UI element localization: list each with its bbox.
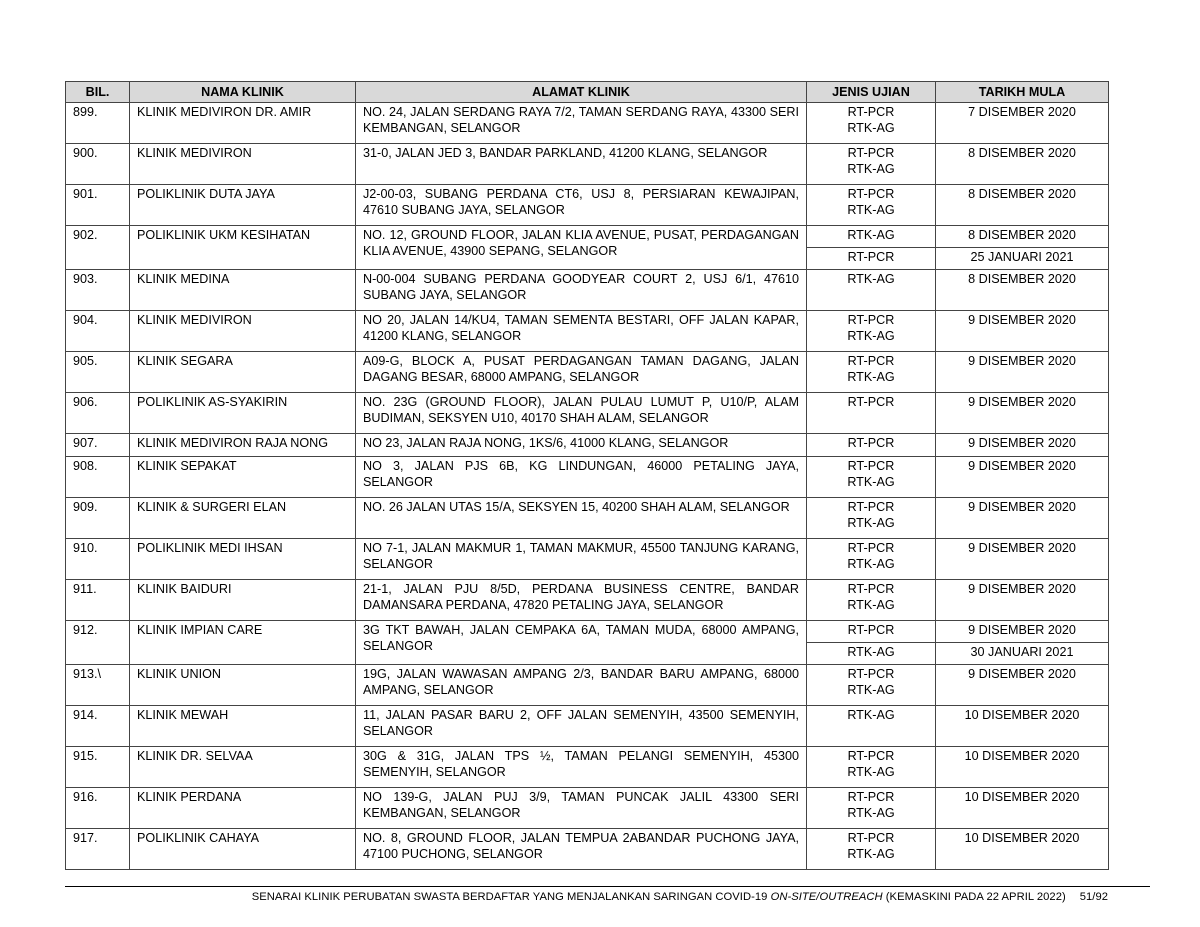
test-type: RT-PCR <box>847 146 895 160</box>
table-row <box>66 457 1109 498</box>
cell-tarikh-mula: 10 DISEMBER 2020 <box>936 829 1109 870</box>
test-type: RTK-AG <box>847 683 895 697</box>
footer-title: SENARAI KLINIK PERUBATAN SWASTA BERDAFTAR YANG MENJALANKAN SARINGAN COVID-19 ON-SITE/OUTREACH (KEMASKINI PADA 22 APRIL 2022) <box>251 891 1066 903</box>
test-type: RT-PCR <box>847 105 895 119</box>
cell-bil: 917. <box>66 829 130 870</box>
cell-nama-klinik: POLIKLINIK UKM KESIHATAN <box>130 226 356 270</box>
table-row <box>66 747 1109 788</box>
cell-bil: 908. <box>66 457 130 498</box>
cell-nama-klinik: KLINIK DR. SELVAA <box>130 747 356 788</box>
cell-alamat-klinik: NO 3, JALAN PJS 6B, KG LINDUNGAN, 46000 PETALING JAYA, SELANGOR <box>356 457 807 498</box>
cell-bil: 915. <box>66 747 130 788</box>
cell-alamat-klinik: N-00-004 SUBANG PERDANA GOODYEAR COURT 2, USJ 6/1, 47610 SUBANG JAYA, SELANGOR <box>356 270 807 311</box>
header-bil: BIL. <box>66 82 130 103</box>
test-type: RT-PCR <box>847 667 895 681</box>
cell-bil: 910. <box>66 539 130 580</box>
cell-tarikh-mula: 9 DISEMBER 2020 <box>936 434 1109 457</box>
cell-nama-klinik: KLINIK MEDIVIRON RAJA NONG <box>130 434 356 457</box>
cell-tarikh-mula: 8 DISEMBER 2020 <box>936 270 1109 311</box>
cell-nama-klinik: KLINIK & SURGERI ELAN <box>130 498 356 539</box>
cell-bil: 912. <box>66 621 130 665</box>
cell-jenis-ujian <box>807 829 936 870</box>
test-type: RTK-AG <box>847 598 895 612</box>
cell-nama-klinik: KLINIK MEDINA <box>130 270 356 311</box>
footer-divider <box>65 886 1150 887</box>
table-row <box>66 621 1109 643</box>
cell-tarikh-mula: 9 DISEMBER 2020 <box>936 311 1109 352</box>
cell-alamat-klinik: NO 23, JALAN RAJA NONG, 1KS/6, 41000 KLANG, SELANGOR <box>356 434 807 457</box>
table-header-row <box>66 82 1109 103</box>
cell-tarikh-mula: 10 DISEMBER 2020 <box>936 788 1109 829</box>
cell-jenis-ujian <box>807 185 936 226</box>
cell-bil: 914. <box>66 706 130 747</box>
cell-tarikh-mula: 10 DISEMBER 2020 <box>936 747 1109 788</box>
cell-bil: 909. <box>66 498 130 539</box>
test-type: RTK-AG <box>847 708 895 722</box>
test-type: RTK-AG <box>847 329 895 343</box>
table-row <box>66 788 1109 829</box>
cell-jenis-ujian <box>807 539 936 580</box>
cell-alamat-klinik: NO. 24, JALAN SERDANG RAYA 7/2, TAMAN SERDANG RAYA, 43300 SERI KEMBANGAN, SELANGOR <box>356 103 807 144</box>
cell-alamat-klinik: NO. 26 JALAN UTAS 15/A, SEKSYEN 15, 40200 SHAH ALAM, SELANGOR <box>356 498 807 539</box>
cell-jenis-ujian: RT-PCR <box>807 621 936 643</box>
cell-nama-klinik: KLINIK MEDIVIRON <box>130 311 356 352</box>
cell-alamat-klinik: 21-1, JALAN PJU 8/5D, PERDANA BUSINESS CENTRE, BANDAR DAMANSARA PERDANA, 47820 PETALING JAYA, SELANGOR <box>356 580 807 621</box>
cell-bil: 906. <box>66 393 130 434</box>
test-type: RTK-AG <box>847 121 895 135</box>
table-row <box>66 580 1109 621</box>
cell-alamat-klinik: NO 139-G, JALAN PUJ 3/9, TAMAN PUNCAK JALIL 43300 SERI KEMBANGAN, SELANGOR <box>356 788 807 829</box>
cell-jenis-ujian: RTK-AG <box>807 226 936 248</box>
cell-tarikh-mula: 8 DISEMBER 2020 <box>936 185 1109 226</box>
cell-alamat-klinik: NO 20, JALAN 14/KU4, TAMAN SEMENTA BESTARI, OFF JALAN KAPAR, 41200 KLANG, SELANGOR <box>356 311 807 352</box>
cell-tarikh-mula: 9 DISEMBER 2020 <box>936 665 1109 706</box>
cell-alamat-klinik: NO 7-1, JALAN MAKMUR 1, TAMAN MAKMUR, 45500 TANJUNG KARANG, SELANGOR <box>356 539 807 580</box>
table-row <box>66 144 1109 185</box>
cell-tarikh-mula: 9 DISEMBER 2020 <box>936 621 1109 643</box>
table-row <box>66 270 1109 311</box>
test-type: RTK-AG <box>847 272 895 286</box>
table-row <box>66 498 1109 539</box>
cell-nama-klinik: POLIKLINIK CAHAYA <box>130 829 356 870</box>
cell-nama-klinik: KLINIK SEPAKAT <box>130 457 356 498</box>
cell-bil: 913.\ <box>66 665 130 706</box>
cell-nama-klinik: POLIKLINIK DUTA JAYA <box>130 185 356 226</box>
cell-alamat-klinik: 11, JALAN PASAR BARU 2, OFF JALAN SEMENYIH, 43500 SEMENYIH, SELANGOR <box>356 706 807 747</box>
header-jenis-ujian: JENIS UJIAN <box>807 82 936 103</box>
cell-tarikh-mula: 9 DISEMBER 2020 <box>936 580 1109 621</box>
cell-tarikh-mula: 8 DISEMBER 2020 <box>936 144 1109 185</box>
cell-bil: 899. <box>66 103 130 144</box>
test-type: RTK-AG <box>847 765 895 779</box>
cell-bil: 900. <box>66 144 130 185</box>
cell-jenis-ujian <box>807 311 936 352</box>
table-row <box>66 706 1109 747</box>
cell-jenis-ujian <box>807 747 936 788</box>
cell-tarikh-mula: 10 DISEMBER 2020 <box>936 706 1109 747</box>
cell-alamat-klinik: 31-0, JALAN JED 3, BANDAR PARKLAND, 41200 KLANG, SELANGOR <box>356 144 807 185</box>
cell-bil: 905. <box>66 352 130 393</box>
cell-alamat-klinik: 19G, JALAN WAWASAN AMPANG 2/3, BANDAR BARU AMPANG, 68000 AMPANG, SELANGOR <box>356 665 807 706</box>
header-nama-klinik: NAMA KLINIK <box>130 82 356 103</box>
cell-bil: 901. <box>66 185 130 226</box>
test-type: RT-PCR <box>847 395 895 409</box>
test-type: RT-PCR <box>847 187 895 201</box>
table-row <box>66 311 1109 352</box>
page-footer <box>65 891 1108 903</box>
cell-jenis-ujian <box>807 498 936 539</box>
cell-jenis-ujian <box>807 103 936 144</box>
cell-tarikh-mula: 25 JANUARI 2021 <box>936 248 1109 270</box>
table-row <box>66 185 1109 226</box>
page-number: 51/92 <box>1079 891 1108 903</box>
cell-alamat-klinik: 30G & 31G, JALAN TPS ½, TAMAN PELANGI SEMENYIH, 45300 SEMENYIH, SELANGOR <box>356 747 807 788</box>
cell-tarikh-mula: 9 DISEMBER 2020 <box>936 539 1109 580</box>
cell-jenis-ujian <box>807 457 936 498</box>
test-type: RTK-AG <box>847 847 895 861</box>
test-type: RTK-AG <box>847 162 895 176</box>
clinic-table <box>65 81 1109 870</box>
table-row <box>66 393 1109 434</box>
cell-alamat-klinik: NO. 8, GROUND FLOOR, JALAN TEMPUA 2ABANDAR PUCHONG JAYA, 47100 PUCHONG, SELANGOR <box>356 829 807 870</box>
cell-nama-klinik: KLINIK BAIDURI <box>130 580 356 621</box>
cell-alamat-klinik: NO. 23G (GROUND FLOOR), JALAN PULAU LUMUT P, U10/P, ALAM BUDIMAN, SEKSYEN U10, 40170 SHAH ALAM, SELANGOR <box>356 393 807 434</box>
test-type: RT-PCR <box>847 500 895 514</box>
test-type: RTK-AG <box>847 557 895 571</box>
cell-nama-klinik: KLINIK PERDANA <box>130 788 356 829</box>
cell-nama-klinik: KLINIK MEWAH <box>130 706 356 747</box>
table-row <box>66 829 1109 870</box>
table-body <box>66 103 1109 870</box>
cell-alamat-klinik: 3G TKT BAWAH, JALAN CEMPAKA 6A, TAMAN MUDA, 68000 AMPANG, SELANGOR <box>356 621 807 665</box>
cell-nama-klinik: KLINIK MEDIVIRON <box>130 144 356 185</box>
test-type: RTK-AG <box>847 475 895 489</box>
cell-alamat-klinik: A09-G, BLOCK A, PUSAT PERDAGANGAN TAMAN DAGANG, JALAN DAGANG BESAR, 68000 AMPANG, SELANGOR <box>356 352 807 393</box>
cell-jenis-ujian <box>807 580 936 621</box>
cell-nama-klinik: POLIKLINIK AS-SYAKIRIN <box>130 393 356 434</box>
cell-bil: 916. <box>66 788 130 829</box>
test-type: RT-PCR <box>847 436 895 450</box>
footer-title-italic: ON-SITE/OUTREACH <box>770 891 883 903</box>
test-type: RT-PCR <box>847 831 895 845</box>
header-alamat-klinik: ALAMAT KLINIK <box>356 82 807 103</box>
cell-tarikh-mula: 9 DISEMBER 2020 <box>936 393 1109 434</box>
cell-jenis-ujian <box>807 144 936 185</box>
cell-jenis-ujian <box>807 706 936 747</box>
cell-bil: 903. <box>66 270 130 311</box>
cell-jenis-ujian: RT-PCR <box>807 248 936 270</box>
table-row <box>66 226 1109 248</box>
cell-tarikh-mula: 9 DISEMBER 2020 <box>936 498 1109 539</box>
cell-nama-klinik: KLINIK SEGARA <box>130 352 356 393</box>
cell-jenis-ujian <box>807 352 936 393</box>
cell-tarikh-mula: 9 DISEMBER 2020 <box>936 457 1109 498</box>
table-row <box>66 352 1109 393</box>
cell-jenis-ujian: RTK-AG <box>807 643 936 665</box>
cell-tarikh-mula: 30 JANUARI 2021 <box>936 643 1109 665</box>
test-type: RT-PCR <box>847 582 895 596</box>
header-tarikh-mula: TARIKH MULA <box>936 82 1109 103</box>
cell-jenis-ujian <box>807 788 936 829</box>
cell-tarikh-mula: 8 DISEMBER 2020 <box>936 226 1109 248</box>
table-row <box>66 103 1109 144</box>
cell-bil: 907. <box>66 434 130 457</box>
cell-nama-klinik: POLIKLINIK MEDI IHSAN <box>130 539 356 580</box>
cell-alamat-klinik: NO. 12, GROUND FLOOR, JALAN KLIA AVENUE, PUSAT, PERDAGANGAN KLIA AVENUE, 43900 SEPANG, SELANGOR <box>356 226 807 270</box>
test-type: RTK-AG <box>847 203 895 217</box>
test-type: RT-PCR <box>847 790 895 804</box>
cell-nama-klinik: KLINIK MEDIVIRON DR. AMIR <box>130 103 356 144</box>
cell-alamat-klinik: J2-00-03, SUBANG PERDANA CT6, USJ 8, PERSIARAN KEWAJIPAN, 47610 SUBANG JAYA, SELANGOR <box>356 185 807 226</box>
table-row <box>66 434 1109 457</box>
test-type: RTK-AG <box>847 370 895 384</box>
test-type: RT-PCR <box>847 354 895 368</box>
cell-jenis-ujian <box>807 665 936 706</box>
test-type: RTK-AG <box>847 516 895 530</box>
table-row <box>66 665 1109 706</box>
cell-nama-klinik: KLINIK IMPIAN CARE <box>130 621 356 665</box>
cell-nama-klinik: KLINIK UNION <box>130 665 356 706</box>
cell-bil: 904. <box>66 311 130 352</box>
cell-bil: 902. <box>66 226 130 270</box>
cell-bil: 911. <box>66 580 130 621</box>
test-type: RT-PCR <box>847 313 895 327</box>
test-type: RT-PCR <box>847 541 895 555</box>
cell-jenis-ujian <box>807 270 936 311</box>
table-row <box>66 539 1109 580</box>
cell-jenis-ujian <box>807 434 936 457</box>
cell-tarikh-mula: 9 DISEMBER 2020 <box>936 352 1109 393</box>
cell-jenis-ujian <box>807 393 936 434</box>
test-type: RTK-AG <box>847 806 895 820</box>
test-type: RT-PCR <box>847 459 895 473</box>
cell-tarikh-mula: 7 DISEMBER 2020 <box>936 103 1109 144</box>
test-type: RT-PCR <box>847 749 895 763</box>
